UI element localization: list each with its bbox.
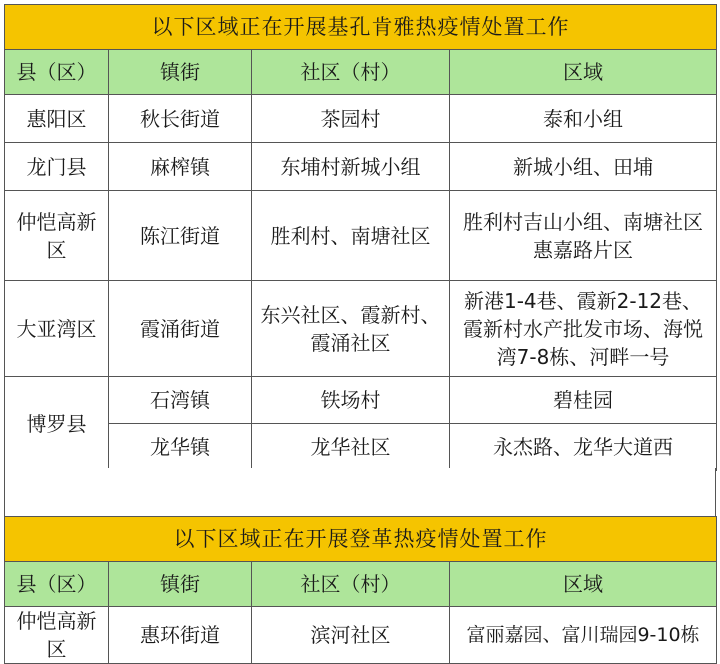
- table-header-row: [5, 50, 717, 95]
- dengue-title: 以下区域正在开展登革热疫情处置工作: [5, 517, 717, 562]
- header-community: 社区（村）: [252, 50, 450, 95]
- cell-county: 仲恺高新区: [5, 607, 109, 664]
- cell-community: 滨河社区: [252, 607, 450, 664]
- cell-area: 碧桂园: [450, 377, 717, 424]
- cell-county: 博罗县: [5, 377, 109, 471]
- table-row: [5, 95, 717, 143]
- cell-area: 泰和小组: [450, 95, 717, 143]
- cell-town: 石湾镇: [109, 377, 252, 424]
- cell-area: 永杰路、龙华大道西: [450, 424, 717, 471]
- cell-area: 胜利村吉山小组、南塘社区惠嘉路片区: [450, 191, 717, 281]
- table-row: [5, 281, 717, 377]
- cell-area: 富丽嘉园、富川瑞园9-10栋: [450, 607, 717, 664]
- header-county: 县（区）: [5, 50, 109, 95]
- cell-town: 霞涌街道: [109, 281, 252, 377]
- cell-county: 惠阳区: [5, 95, 109, 143]
- header-area: 区域: [450, 562, 717, 607]
- cell-town: 陈江街道: [109, 191, 252, 281]
- cell-county: 大亚湾区: [5, 281, 109, 377]
- chikungunya-table: [4, 4, 717, 471]
- cell-community: 东兴社区、霞新村、霞涌社区: [252, 281, 450, 377]
- table-header-row: [5, 562, 717, 607]
- cell-area: 新城小组、田埔: [450, 143, 717, 191]
- table-title-row: [5, 517, 717, 562]
- chikungunya-title: 以下区域正在开展基孔肯雅热疫情处置工作: [5, 5, 717, 50]
- table-row: [5, 377, 717, 424]
- cell-town: 秋长街道: [109, 95, 252, 143]
- table-row: [5, 143, 717, 191]
- cell-town: 麻榨镇: [109, 143, 252, 191]
- header-county: 县（区）: [5, 562, 109, 607]
- header-town: 镇街: [109, 562, 252, 607]
- cell-community: 龙华社区: [252, 424, 450, 471]
- cell-county: 龙门县: [5, 143, 109, 191]
- cell-town: 惠环街道: [109, 607, 252, 664]
- header-area: 区域: [450, 50, 717, 95]
- table-row: [5, 607, 717, 664]
- table-row: [5, 191, 717, 281]
- table-spacer: [4, 468, 716, 516]
- dengue-table: [4, 516, 717, 664]
- cell-community: 东埔村新城小组: [252, 143, 450, 191]
- cell-community: 茶园村: [252, 95, 450, 143]
- table-row: [5, 424, 717, 471]
- cell-area: 新港1-4巷、霞新2-12巷、霞新村水产批发市场、海悦湾7-8栋、河畔一号: [450, 281, 717, 377]
- cell-county: 仲恺高新区: [5, 191, 109, 281]
- header-town: 镇街: [109, 50, 252, 95]
- header-community: 社区（村）: [252, 562, 450, 607]
- table-title-row: [5, 5, 717, 50]
- cell-town: 龙华镇: [109, 424, 252, 471]
- cell-community: 铁场村: [252, 377, 450, 424]
- cell-community: 胜利村、南塘社区: [252, 191, 450, 281]
